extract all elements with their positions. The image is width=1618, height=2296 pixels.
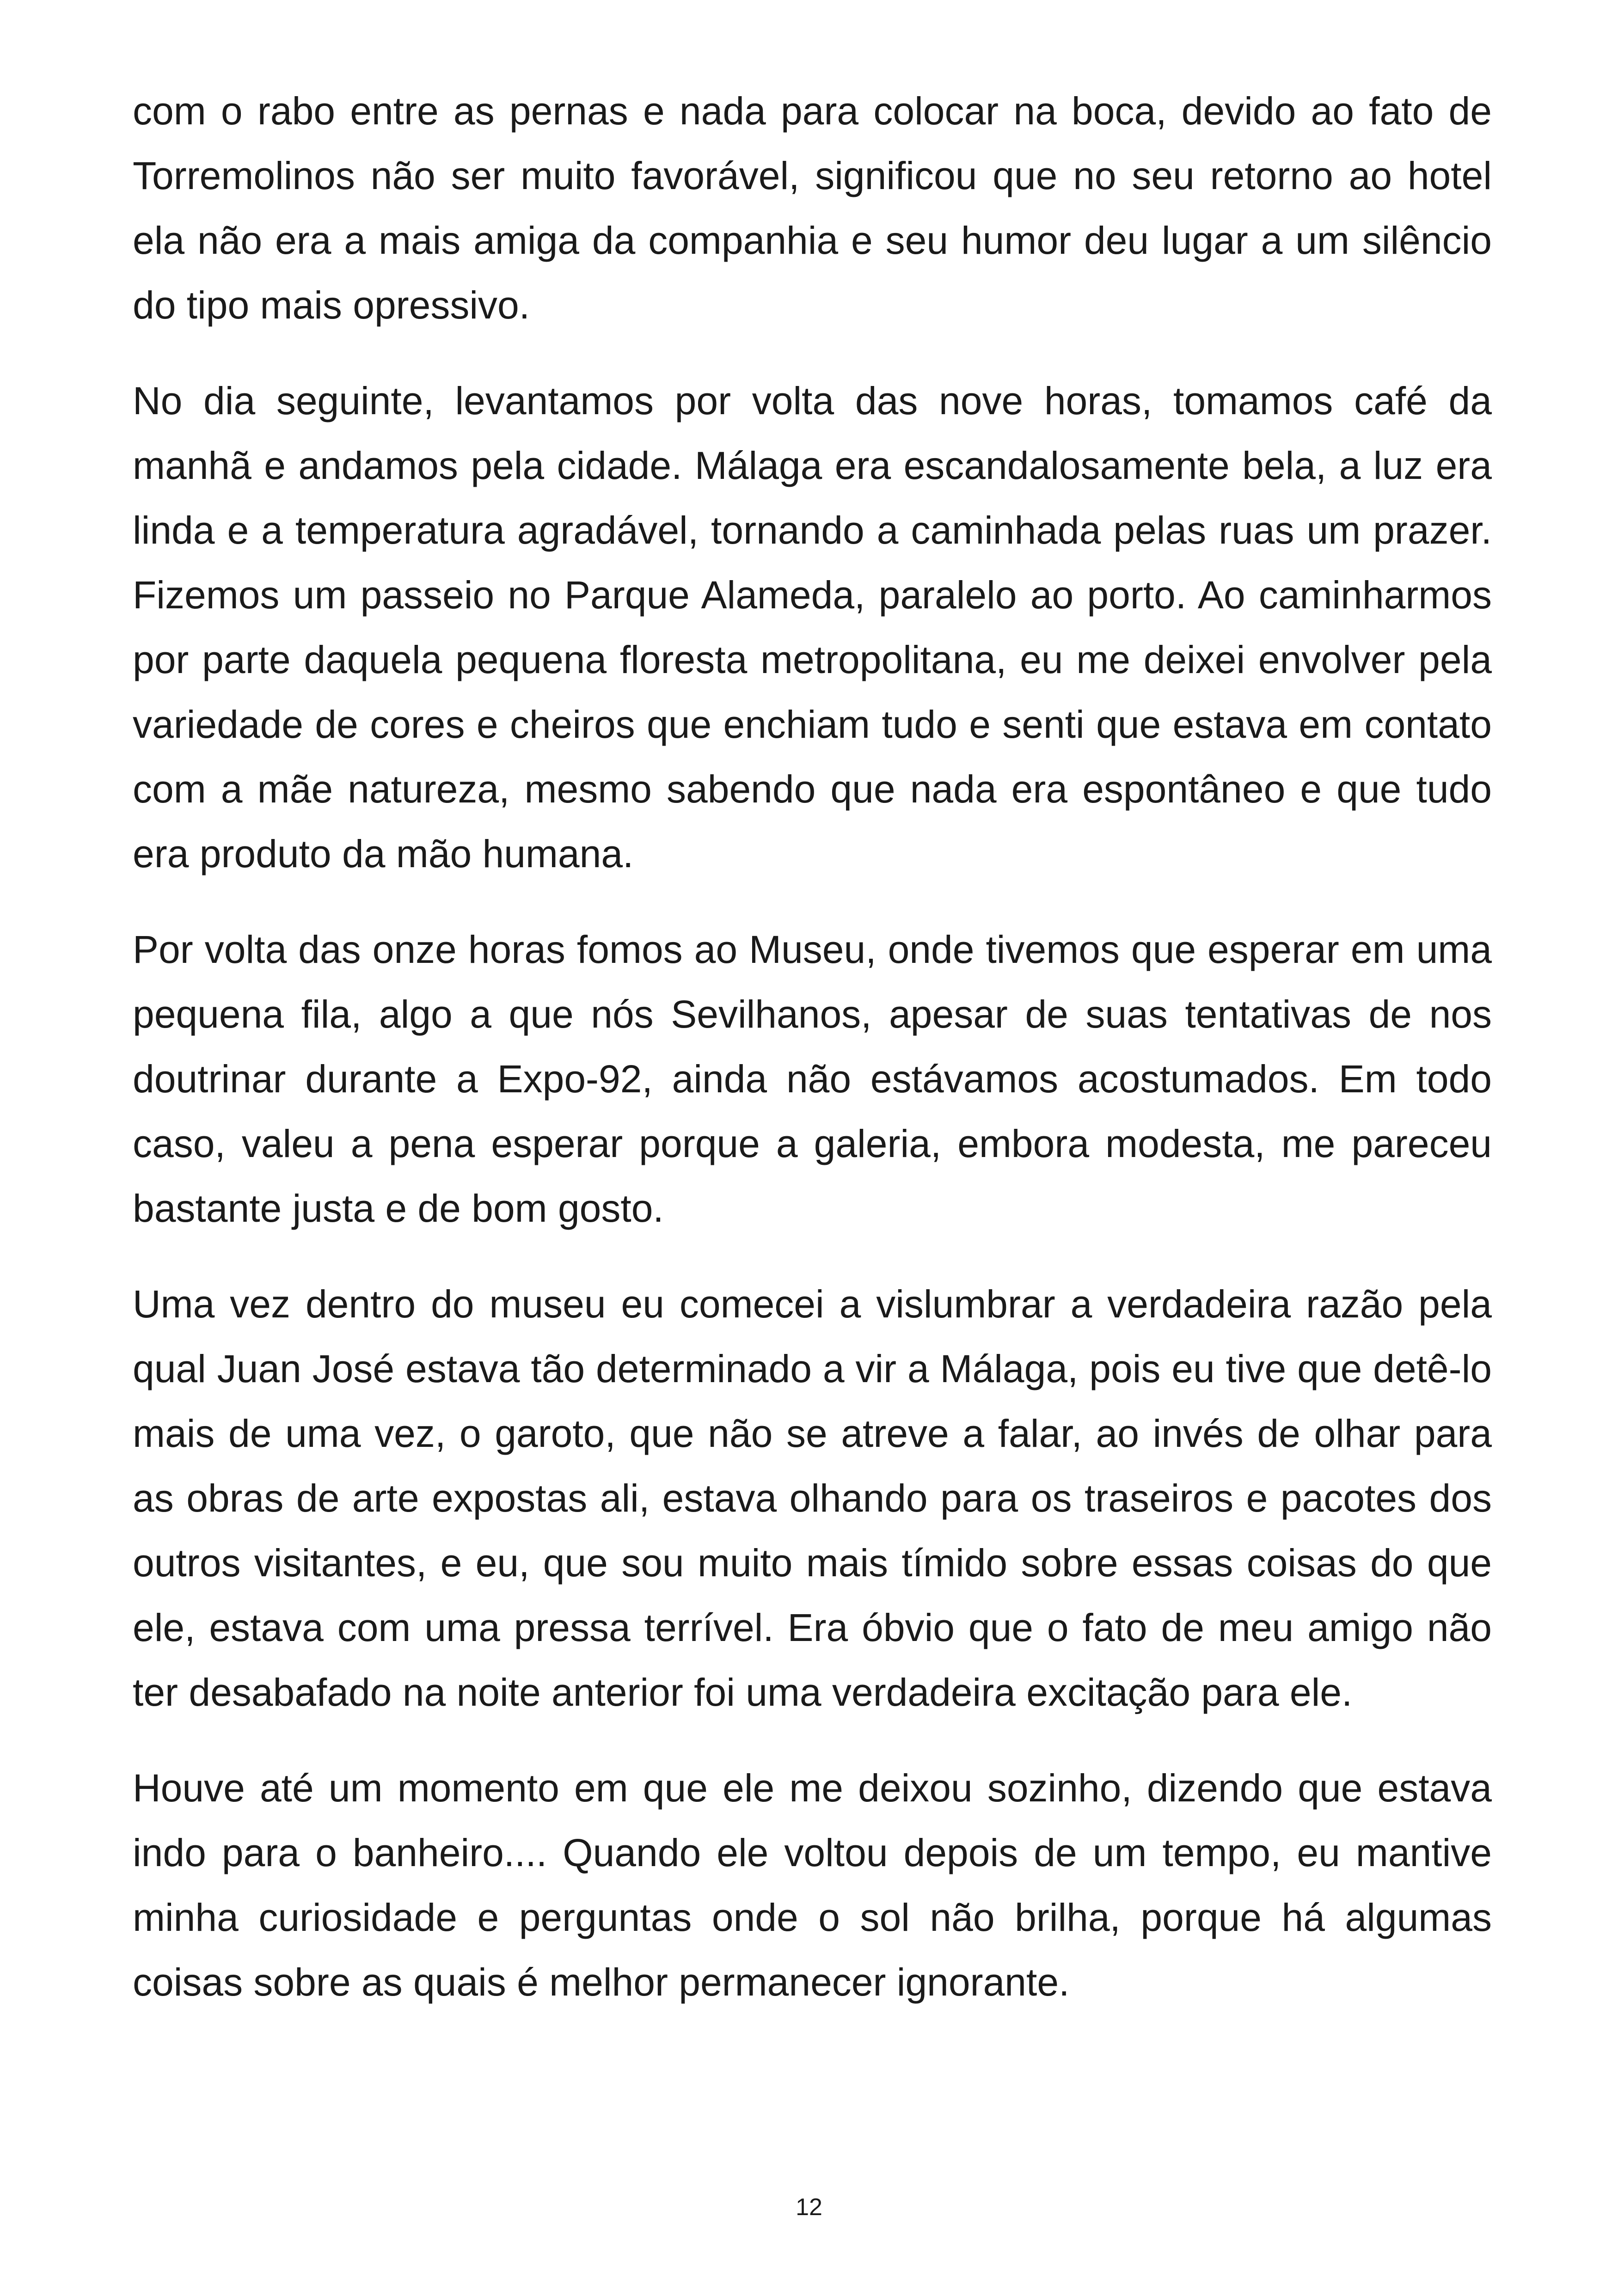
paragraph-3: Por volta das onze horas fomos ao Museu, onde tivemos que esperar em uma pequena fila, algo a que nós Sevilhanos, apesar de suas tentativas de nos doutrinar durante a Expo-92, ainda não estávamos acostumados. Em todo caso, valeu a pena esperar porque a galeria, embora modesta, me pareceu bastante justa e de bom gosto. — [133, 928, 1492, 1230]
paragraph-4: Uma vez dentro do museu eu comecei a vislumbrar a verdadeira razão pela qual Juan José estava tão determinado a vir a Málaga, pois eu tive que detê-lo mais de uma vez, o garoto, que não se atreve a falar, ao invés de olhar para as obras de arte expostas ali, estava olhando para os traseiros e pacotes dos outros visitantes, e eu, que sou muito mais tímido sobre essas coisas do que ele, estava com uma pressa terrível. Era óbvio que o fato de meu amigo não ter desabafado na noite anterior foi uma verdadeira excitação para ele. — [133, 1282, 1492, 1714]
page-number: 12 — [796, 2194, 822, 2221]
body-text — [133, 79, 1492, 2045]
paragraph-1: com o rabo entre as pernas e nada para colocar na boca, devido ao fato de Torremolinos não ser muito favorável, significou que no seu retorno ao hotel ela não era a mais amiga da companhia e seu humor deu lugar a um silêncio do tipo mais opressivo. — [133, 89, 1492, 327]
paragraph-5: Houve até um momento em que ele me deixou sozinho, dizendo que estava indo para o banheiro.... Quando ele voltou depois de um tempo, eu mantive minha curiosidade e perguntas onde o sol não brilha, porque há algumas coisas sobre as quais é melhor permanecer ignorante. — [133, 1766, 1492, 2004]
paragraph-2: No dia seguinte, levantamos por volta das nove horas, tomamos café da manhã e andamos pela cidade. Málaga era escandalosamente bela, a luz era linda e a temperatura agradável, tornando a caminhada pelas ruas um prazer. Fizemos um passeio no Parque Alameda, paralelo ao porto. Ao caminharmos por parte daquela pequena floresta metropolitana, eu me deixei envolver pela variedade de cores e cheiros que enchiam tudo e senti que estava em contato com a mãe natureza, mesmo sabendo que nada era espontâneo e que tudo era produto da mão humana. — [133, 379, 1492, 876]
